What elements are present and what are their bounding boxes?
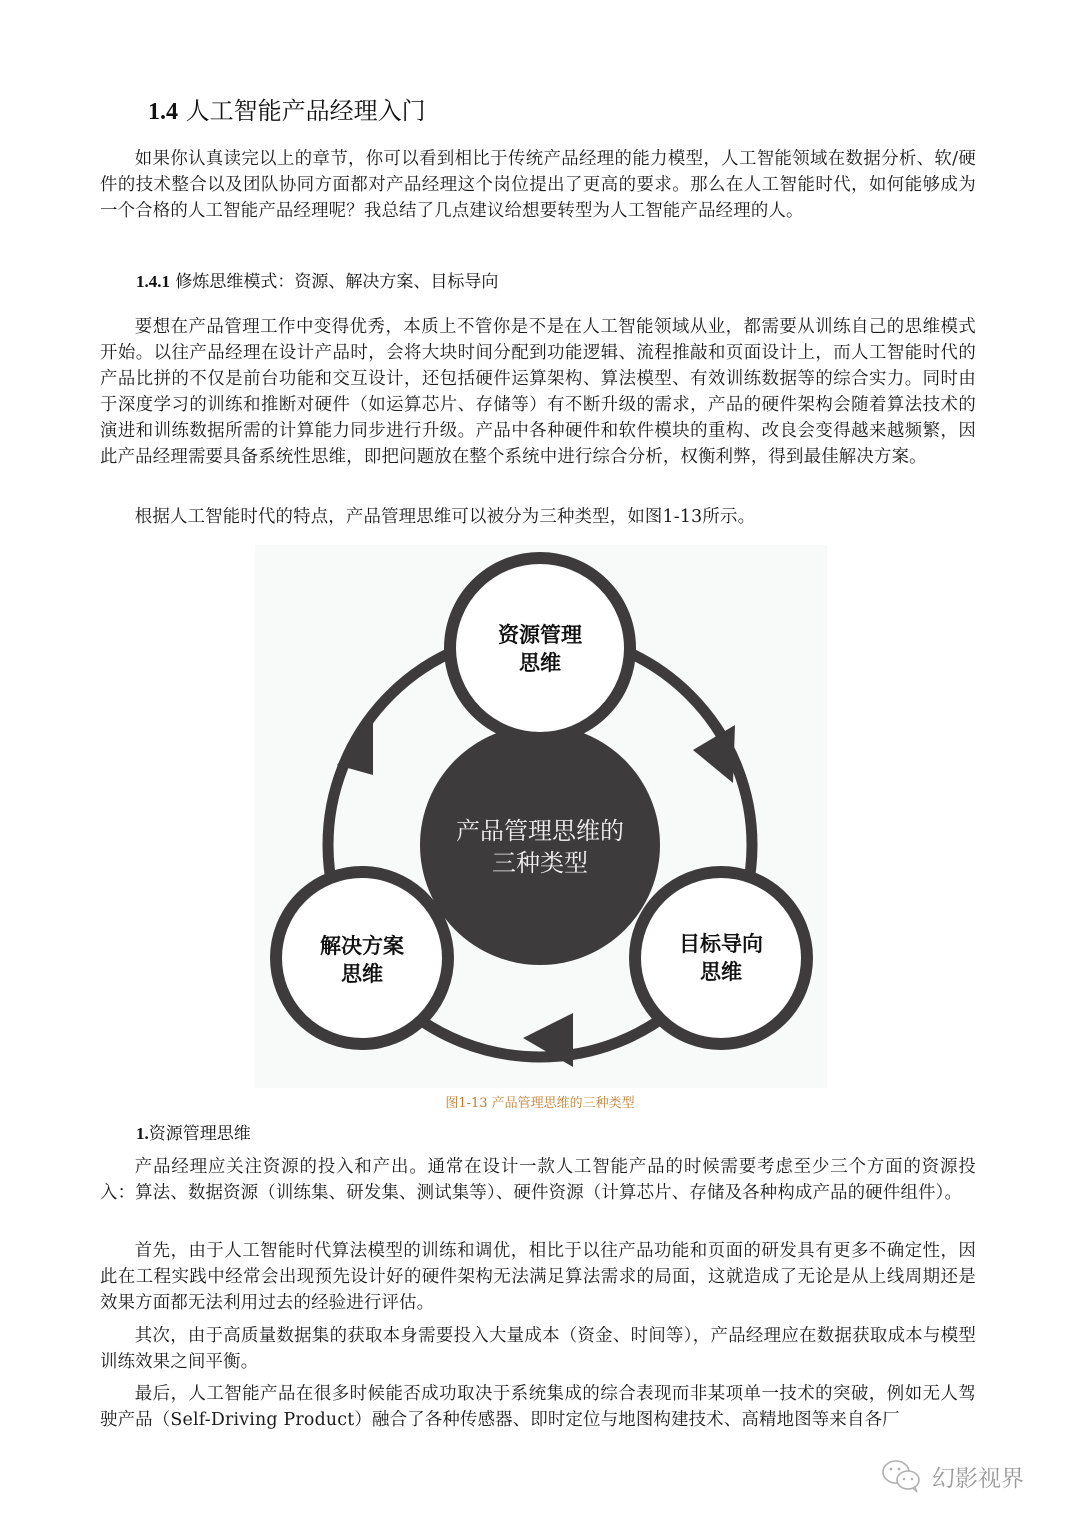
center-label-line1: 产品管理思维的 [456, 817, 624, 845]
node-solution-line1: 解决方案 [320, 934, 404, 958]
subsection-number: 1.4.1 [136, 272, 170, 291]
thinking-types-diagram [255, 545, 827, 1088]
node-resource-line1: 资源管理 [498, 623, 582, 647]
subsection-title: 修炼思维模式：资源、解决方案、目标导向 [175, 272, 499, 292]
subheading-number: 1. [136, 1124, 149, 1143]
body-paragraph-1: 要想在产品管理工作中变得优秀，本质上不管你是不是在人工智能领域从业，都需要从训练自己的思维模式开始。以往产品经理在设计产品时，会将大块时间分配到功能逻辑、流程推敲和页面设计上，而人工智能时代的产品比拼的不仅是前台功能和交互设计，还包括硬件运算架构、算法模型、有效训练数据等的综合实力。同时由于深度学习的训练和推断对硬件（如运算芯片、存储等）有不断升级的需求，产品的硬件架构会随着算法技术的演进和训练数据所需的计算能力同步进行升级。产品中各种硬件和软件模块的重构、改良会变得越来越频繁，因此产品经理需要具备系统性思维，即把问题放在整个系统中进行综合分析，权衡利弊，得到最佳解决方案。 [100, 317, 976, 467]
wechat-icon [880, 1458, 924, 1494]
section-number: 1.4 [148, 99, 178, 125]
figure-caption: 图1-13 产品管理思维的三种类型 [445, 1096, 635, 1111]
cycle-diagram [255, 545, 827, 1088]
body-paragraph-3: 产品经理应关注资源的投入和产出。通常在设计一款人工智能产品的时候需要考虑至少三个方面的资源投入：算法、数据资源（训练集、研发集、测试集等）、硬件资源（计算芯片、存储及各种构成产品的硬件组件）。 [100, 1157, 976, 1203]
watermark [880, 1458, 1024, 1494]
watermark-text: 幻影视界 [932, 1465, 1024, 1492]
node-goal-line2: 思维 [700, 960, 742, 984]
body-paragraph-5: 其次，由于高质量数据集的获取本身需要投入大量成本（资金、时间等），产品经理应在数据获取成本与模型训练效果之间平衡。 [100, 1326, 976, 1372]
node-goal-circle [635, 872, 807, 1044]
center-label-line2: 三种类型 [492, 849, 588, 877]
section-title: 人工智能产品经理入门 [185, 97, 426, 125]
subheading-title: 资源管理思维 [148, 1124, 251, 1144]
node-resource-line2: 思维 [519, 651, 561, 675]
section-heading [148, 94, 426, 129]
node-resource-circle [450, 558, 630, 738]
subsection-heading [136, 268, 498, 296]
body-paragraph-2: 根据人工智能时代的特点，产品管理思维可以被分为三种类型，如图1-13所示。 [134, 507, 756, 527]
subheading-resource [136, 1120, 251, 1148]
node-solution-line2: 思维 [341, 962, 383, 986]
body-paragraph-6: 最后，人工智能产品在很多时候能否成功取决于系统集成的综合表现而非某项单一技术的突破，例如无人驾驶产品（Self-Driving Product）融合了各种传感器、即时定位与地图构建技术、高精地图等来自各厂 [100, 1384, 976, 1430]
body-paragraph-4: 首先，由于人工智能时代算法模型的训练和调优，相比于以往产品功能和页面的研发具有更多不确定性，因此在工程实践中经常会出现预先设计好的硬件架构无法满足算法需求的局面，这就造成了无论是从上线周期还是效果方面都无法利用过去的经验进行评估。 [100, 1241, 976, 1313]
node-solution-circle [276, 872, 448, 1044]
center-circle [420, 725, 660, 965]
intro-paragraph: 如果你认真读完以上的章节，你可以看到相比于传统产品经理的能力模型，人工智能领域在数据分析、软/硬件的技术整合以及团队协同方面都对产品经理这个岗位提出了更高的要求。那么在人工智能时代，如何能够成为一个合格的人工智能产品经理呢？我总结了几点建议给想要转型为人工智能产品经理的人。 [100, 149, 976, 221]
node-goal-line1: 目标导向 [679, 932, 763, 956]
